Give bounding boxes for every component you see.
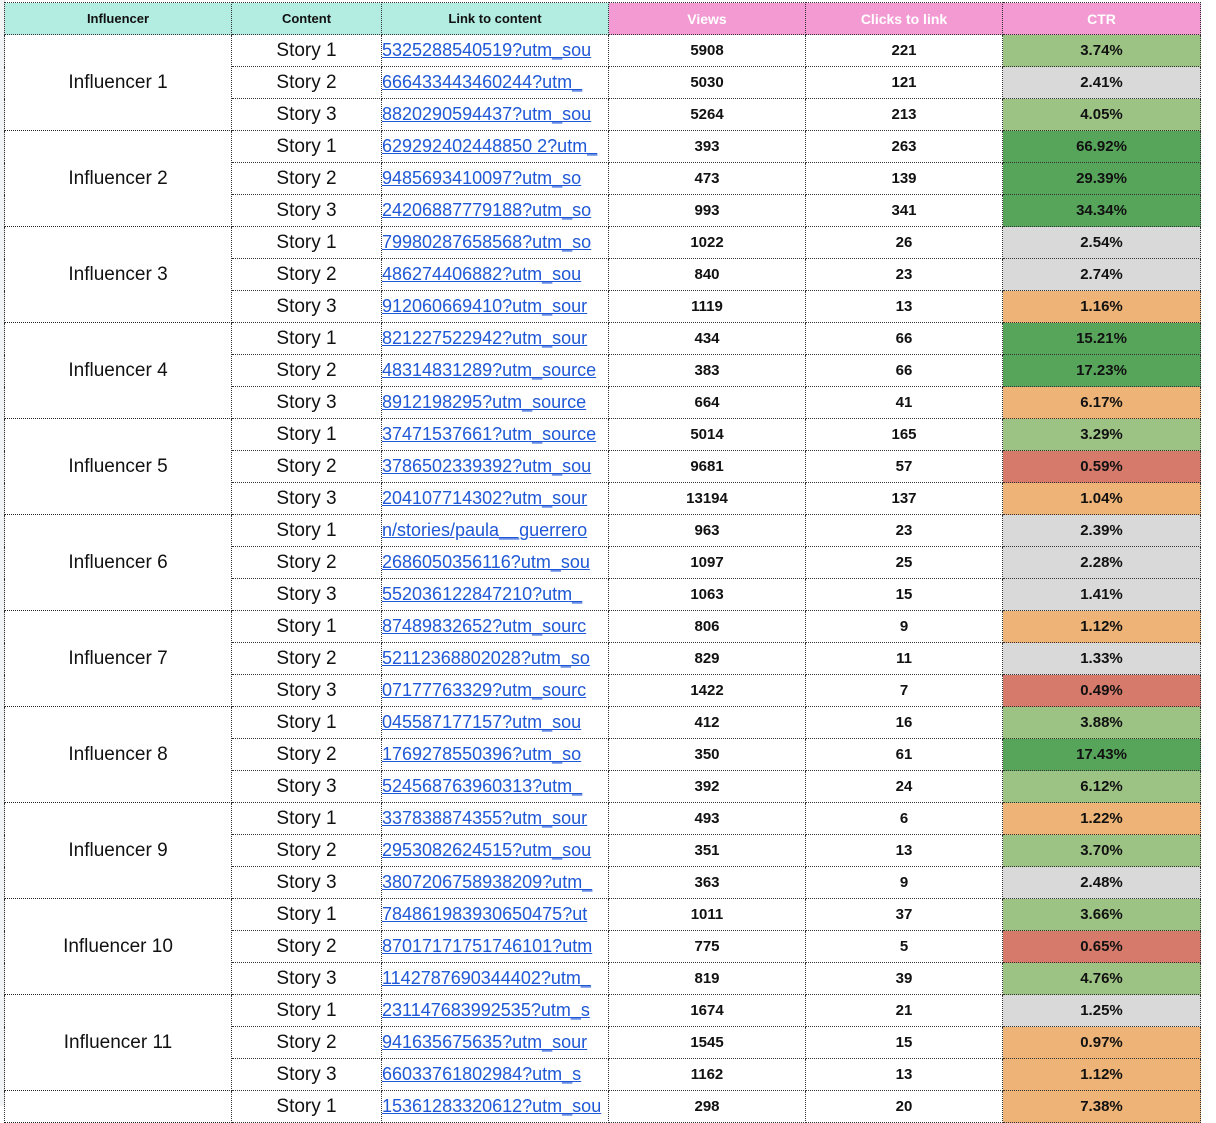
table-row xyxy=(5,899,1201,931)
clicks-cell[interactable]: 221 xyxy=(806,35,1003,67)
clicks-cell[interactable]: 37 xyxy=(806,899,1003,931)
link-cell[interactable] xyxy=(382,163,609,195)
link-cell[interactable] xyxy=(382,1059,609,1091)
content-cell[interactable]: Story 3 xyxy=(232,99,382,131)
ctr-cell[interactable]: 3.70% xyxy=(1003,835,1201,867)
link-cell[interactable] xyxy=(382,451,609,483)
link-cell[interactable] xyxy=(382,515,609,547)
ctr-cell[interactable]: 2.39% xyxy=(1003,515,1201,547)
ctr-cell[interactable]: 1.12% xyxy=(1003,611,1201,643)
content-cell[interactable]: Story 1 xyxy=(232,899,382,931)
content-link[interactable]: 9485693410097?utm_so xyxy=(382,168,582,188)
link-cell[interactable] xyxy=(382,899,609,931)
content-cell[interactable]: Story 3 xyxy=(232,291,382,323)
content-cell[interactable]: Story 1 xyxy=(232,995,382,1027)
header-ctr[interactable]: CTR xyxy=(1003,3,1201,35)
content-cell[interactable]: Story 2 xyxy=(232,643,382,675)
link-cell[interactable] xyxy=(382,611,609,643)
content-link[interactable]: 15361283320612?utm_sou xyxy=(382,1096,602,1116)
influencer-cell[interactable]: Influencer 2 xyxy=(5,131,232,227)
table-row xyxy=(5,995,1201,1027)
content-link[interactable]: 87017171751746101?utm xyxy=(382,936,593,956)
views-cell[interactable]: 963 xyxy=(609,515,806,547)
ctr-cell[interactable]: 2.28% xyxy=(1003,547,1201,579)
views-cell[interactable]: 806 xyxy=(609,611,806,643)
views-cell[interactable]: 819 xyxy=(609,963,806,995)
clicks-cell[interactable]: 9 xyxy=(806,867,1003,899)
clicks-cell[interactable]: 341 xyxy=(806,195,1003,227)
link-cell[interactable] xyxy=(382,259,609,291)
content-cell[interactable]: Story 2 xyxy=(232,163,382,195)
link-cell[interactable] xyxy=(382,675,609,707)
influencer-cell[interactable]: Influencer 5 xyxy=(5,419,232,515)
link-cell[interactable] xyxy=(382,35,609,67)
ctr-cell[interactable]: 2.54% xyxy=(1003,227,1201,259)
content-link[interactable]: 204107714302?utm_sour xyxy=(382,488,588,508)
views-cell[interactable]: 434 xyxy=(609,323,806,355)
clicks-cell[interactable]: 137 xyxy=(806,483,1003,515)
influencer-cell[interactable]: Influencer 9 xyxy=(5,803,232,899)
content-link[interactable]: 37471537661?utm_source xyxy=(382,424,597,444)
content-link[interactable]: 8912198295?utm_source xyxy=(382,392,587,412)
influencer-cell[interactable]: Influencer 3 xyxy=(5,227,232,323)
ctr-cell[interactable]: 1.04% xyxy=(1003,483,1201,515)
views-cell[interactable]: 1162 xyxy=(609,1059,806,1091)
link-cell[interactable] xyxy=(382,483,609,515)
influencer-cell[interactable]: Influencer 7 xyxy=(5,611,232,707)
content-link[interactable]: 337838874355?utm_sour xyxy=(382,808,588,828)
views-cell[interactable]: 1119 xyxy=(609,291,806,323)
content-link[interactable]: 1142787690344402?utm_ xyxy=(382,968,591,988)
ctr-cell[interactable]: 0.97% xyxy=(1003,1027,1201,1059)
content-link[interactable]: 48314831289?utm_source xyxy=(382,360,597,380)
views-cell[interactable]: 412 xyxy=(609,707,806,739)
ctr-cell[interactable]: 4.05% xyxy=(1003,99,1201,131)
content-cell[interactable]: Story 1 xyxy=(232,707,382,739)
content-link[interactable]: 552036122847210?utm_ xyxy=(382,584,583,604)
views-cell[interactable]: 664 xyxy=(609,387,806,419)
influencer-cell[interactable]: Influencer 8 xyxy=(5,707,232,803)
ctr-cell[interactable]: 34.34% xyxy=(1003,195,1201,227)
views-cell[interactable]: 393 xyxy=(609,131,806,163)
views-cell[interactable]: 5908 xyxy=(609,35,806,67)
content-cell[interactable]: Story 3 xyxy=(232,387,382,419)
influencer-cell[interactable]: Influencer 10 xyxy=(5,899,232,995)
link-cell[interactable] xyxy=(382,547,609,579)
clicks-cell[interactable]: 263 xyxy=(806,131,1003,163)
views-cell[interactable]: 9681 xyxy=(609,451,806,483)
content-link[interactable]: 486274406882?utm_sou xyxy=(382,264,582,284)
table-row xyxy=(5,611,1201,643)
content-cell[interactable]: Story 2 xyxy=(232,355,382,387)
content-cell[interactable]: Story 2 xyxy=(232,451,382,483)
views-cell[interactable]: 1097 xyxy=(609,547,806,579)
content-cell[interactable]: Story 2 xyxy=(232,835,382,867)
content-cell[interactable]: Story 1 xyxy=(232,803,382,835)
influencer-cell[interactable] xyxy=(5,1091,232,1123)
influencer-table xyxy=(4,2,1201,1123)
content-link[interactable]: 784861983930650475?ut xyxy=(382,904,588,924)
content-link[interactable]: 912060669410?utm_sour xyxy=(382,296,588,316)
content-link[interactable]: 66033761802984?utm_s xyxy=(382,1064,582,1084)
clicks-cell[interactable]: 15 xyxy=(806,579,1003,611)
clicks-cell[interactable]: 57 xyxy=(806,451,1003,483)
clicks-cell[interactable]: 25 xyxy=(806,547,1003,579)
ctr-cell[interactable]: 3.66% xyxy=(1003,899,1201,931)
ctr-cell[interactable]: 1.33% xyxy=(1003,643,1201,675)
content-link[interactable]: 8820290594437?utm_sou xyxy=(382,104,592,124)
views-cell[interactable]: 363 xyxy=(609,867,806,899)
header-content[interactable]: Content xyxy=(232,3,382,35)
ctr-cell[interactable]: 1.41% xyxy=(1003,579,1201,611)
link-cell[interactable] xyxy=(382,963,609,995)
content-link[interactable]: 524568763960313?utm_ xyxy=(382,776,583,796)
ctr-cell[interactable]: 0.59% xyxy=(1003,451,1201,483)
table-row xyxy=(5,419,1201,451)
content-cell[interactable]: Story 3 xyxy=(232,483,382,515)
content-cell[interactable]: Story 1 xyxy=(232,611,382,643)
content-cell[interactable]: Story 3 xyxy=(232,1059,382,1091)
content-link[interactable]: 045587177157?utm_sou xyxy=(382,712,582,732)
link-cell[interactable] xyxy=(382,995,609,1027)
clicks-cell[interactable]: 26 xyxy=(806,227,1003,259)
views-cell[interactable]: 392 xyxy=(609,771,806,803)
ctr-cell[interactable]: 3.29% xyxy=(1003,419,1201,451)
ctr-cell[interactable]: 17.43% xyxy=(1003,739,1201,771)
ctr-cell[interactable]: 2.74% xyxy=(1003,259,1201,291)
influencer-cell[interactable]: Influencer 6 xyxy=(5,515,232,611)
link-cell[interactable] xyxy=(382,99,609,131)
influencer-cell[interactable]: Influencer 1 xyxy=(5,35,232,131)
link-cell[interactable] xyxy=(382,227,609,259)
clicks-cell[interactable]: 23 xyxy=(806,515,1003,547)
content-link[interactable]: 231147683992535?utm_s xyxy=(382,1000,590,1020)
content-cell[interactable]: Story 1 xyxy=(232,227,382,259)
link-cell[interactable] xyxy=(382,291,609,323)
clicks-cell[interactable]: 13 xyxy=(806,291,1003,323)
views-cell[interactable]: 840 xyxy=(609,259,806,291)
table-body xyxy=(5,35,1201,1123)
link-cell[interactable] xyxy=(382,579,609,611)
ctr-cell[interactable]: 6.12% xyxy=(1003,771,1201,803)
clicks-cell[interactable]: 9 xyxy=(806,611,1003,643)
link-cell[interactable] xyxy=(382,771,609,803)
content-link[interactable]: 2686050356116?utm_sou xyxy=(382,552,590,572)
views-cell[interactable]: 5014 xyxy=(609,419,806,451)
content-link[interactable]: 821227522942?utm_sour xyxy=(382,328,588,348)
content-cell[interactable]: Story 2 xyxy=(232,931,382,963)
link-cell[interactable] xyxy=(382,355,609,387)
table-row xyxy=(5,131,1201,163)
clicks-cell[interactable]: 7 xyxy=(806,675,1003,707)
content-cell[interactable]: Story 2 xyxy=(232,739,382,771)
clicks-cell[interactable]: 15 xyxy=(806,1027,1003,1059)
content-cell[interactable]: Story 2 xyxy=(232,259,382,291)
content-cell[interactable]: Story 1 xyxy=(232,1091,382,1123)
link-cell[interactable] xyxy=(382,387,609,419)
header-views[interactable]: Views xyxy=(609,3,806,35)
content-cell[interactable]: Story 1 xyxy=(232,35,382,67)
clicks-cell[interactable]: 5 xyxy=(806,931,1003,963)
ctr-cell[interactable]: 1.16% xyxy=(1003,291,1201,323)
content-link[interactable]: 87489832652?utm_sourc xyxy=(382,616,587,636)
views-cell[interactable]: 493 xyxy=(609,803,806,835)
clicks-cell[interactable]: 213 xyxy=(806,99,1003,131)
header-clicks[interactable]: Clicks to link xyxy=(806,3,1003,35)
clicks-cell[interactable]: 13 xyxy=(806,835,1003,867)
ctr-cell[interactable]: 3.74% xyxy=(1003,35,1201,67)
content-cell[interactable]: Story 3 xyxy=(232,195,382,227)
link-cell[interactable] xyxy=(382,1027,609,1059)
content-link[interactable]: 24206887779188?utm_so xyxy=(382,200,592,220)
ctr-cell[interactable]: 1.12% xyxy=(1003,1059,1201,1091)
content-link[interactable]: 52112368802028?utm_so xyxy=(382,648,590,668)
ctr-cell[interactable]: 4.76% xyxy=(1003,963,1201,995)
content-link[interactable]: 07177763329?utm_sourc xyxy=(382,680,587,700)
ctr-cell[interactable]: 1.22% xyxy=(1003,803,1201,835)
views-cell[interactable]: 383 xyxy=(609,355,806,387)
ctr-cell[interactable]: 2.41% xyxy=(1003,67,1201,99)
clicks-cell[interactable]: 41 xyxy=(806,387,1003,419)
header-influencer[interactable]: Influencer xyxy=(5,3,232,35)
clicks-cell[interactable]: 66 xyxy=(806,323,1003,355)
views-cell[interactable]: 993 xyxy=(609,195,806,227)
views-cell[interactable]: 1011 xyxy=(609,899,806,931)
content-link[interactable]: 5325288540519?utm_sou xyxy=(382,40,592,60)
table-row xyxy=(5,323,1201,355)
views-cell[interactable]: 1063 xyxy=(609,579,806,611)
ctr-cell[interactable]: 3.88% xyxy=(1003,707,1201,739)
views-cell[interactable]: 473 xyxy=(609,163,806,195)
content-link[interactable]: 629292402448850 2?utm_ xyxy=(382,136,598,156)
link-cell[interactable] xyxy=(382,131,609,163)
ctr-cell[interactable]: 66.92% xyxy=(1003,131,1201,163)
content-cell[interactable]: Story 1 xyxy=(232,515,382,547)
content-cell[interactable]: Story 2 xyxy=(232,547,382,579)
ctr-cell[interactable]: 2.48% xyxy=(1003,867,1201,899)
views-cell[interactable]: 1422 xyxy=(609,675,806,707)
content-cell[interactable]: Story 1 xyxy=(232,419,382,451)
ctr-cell[interactable]: 29.39% xyxy=(1003,163,1201,195)
content-link[interactable]: 3807206758938209?utm_ xyxy=(382,872,593,892)
content-link[interactable]: 3786502339392?utm_sou xyxy=(382,456,592,476)
link-cell[interactable] xyxy=(382,739,609,771)
table-row xyxy=(5,227,1201,259)
link-cell[interactable] xyxy=(382,195,609,227)
views-cell[interactable]: 829 xyxy=(609,643,806,675)
table-row xyxy=(5,35,1201,67)
views-cell[interactable]: 1022 xyxy=(609,227,806,259)
views-cell[interactable]: 5264 xyxy=(609,99,806,131)
clicks-cell[interactable]: 21 xyxy=(806,995,1003,1027)
link-cell[interactable] xyxy=(382,643,609,675)
link-cell[interactable] xyxy=(382,67,609,99)
content-link[interactable]: 79980287658568?utm_so xyxy=(382,232,592,252)
clicks-cell[interactable]: 121 xyxy=(806,67,1003,99)
link-cell[interactable] xyxy=(382,707,609,739)
ctr-cell[interactable]: 0.49% xyxy=(1003,675,1201,707)
table-row xyxy=(5,515,1201,547)
table-row xyxy=(5,803,1201,835)
influencer-cell[interactable]: Influencer 4 xyxy=(5,323,232,419)
content-cell[interactable]: Story 3 xyxy=(232,771,382,803)
clicks-cell[interactable]: 6 xyxy=(806,803,1003,835)
views-cell[interactable]: 298 xyxy=(609,1091,806,1123)
content-link[interactable]: 2953082624515?utm_sou xyxy=(382,840,592,860)
content-cell[interactable]: Story 3 xyxy=(232,867,382,899)
influencer-cell[interactable]: Influencer 11 xyxy=(5,995,232,1091)
clicks-cell[interactable]: 11 xyxy=(806,643,1003,675)
views-cell[interactable]: 1674 xyxy=(609,995,806,1027)
views-cell[interactable]: 13194 xyxy=(609,483,806,515)
table-row xyxy=(5,1091,1201,1123)
clicks-cell[interactable]: 66 xyxy=(806,355,1003,387)
ctr-cell[interactable]: 17.23% xyxy=(1003,355,1201,387)
ctr-cell[interactable]: 0.65% xyxy=(1003,931,1201,963)
content-cell[interactable]: Story 1 xyxy=(232,323,382,355)
table-row xyxy=(5,707,1201,739)
clicks-cell[interactable]: 165 xyxy=(806,419,1003,451)
content-cell[interactable]: Story 3 xyxy=(232,963,382,995)
clicks-cell[interactable]: 20 xyxy=(806,1091,1003,1123)
content-cell[interactable]: Story 3 xyxy=(232,579,382,611)
clicks-cell[interactable]: 16 xyxy=(806,707,1003,739)
ctr-cell[interactable]: 6.17% xyxy=(1003,387,1201,419)
views-cell[interactable]: 5030 xyxy=(609,67,806,99)
clicks-cell[interactable]: 139 xyxy=(806,163,1003,195)
content-cell[interactable]: Story 3 xyxy=(232,675,382,707)
link-cell[interactable] xyxy=(382,835,609,867)
clicks-cell[interactable]: 24 xyxy=(806,771,1003,803)
content-link[interactable]: 941635675635?utm_sour xyxy=(382,1032,588,1052)
ctr-cell[interactable]: 15.21% xyxy=(1003,323,1201,355)
link-cell[interactable] xyxy=(382,931,609,963)
views-cell[interactable]: 1545 xyxy=(609,1027,806,1059)
clicks-cell[interactable]: 61 xyxy=(806,739,1003,771)
content-link[interactable]: n/stories/paula__guerrero xyxy=(382,520,588,540)
content-cell[interactable]: Story 2 xyxy=(232,67,382,99)
views-cell[interactable]: 775 xyxy=(609,931,806,963)
link-cell[interactable] xyxy=(382,323,609,355)
link-cell[interactable] xyxy=(382,419,609,451)
ctr-cell[interactable]: 1.25% xyxy=(1003,995,1201,1027)
views-cell[interactable]: 350 xyxy=(609,739,806,771)
clicks-cell[interactable]: 39 xyxy=(806,963,1003,995)
ctr-cell[interactable]: 7.38% xyxy=(1003,1091,1201,1123)
content-cell[interactable]: Story 1 xyxy=(232,131,382,163)
content-link[interactable]: 1769278550396?utm_so xyxy=(382,744,582,764)
content-cell[interactable]: Story 2 xyxy=(232,1027,382,1059)
content-link[interactable]: 666433443460244?utm_ xyxy=(382,72,583,92)
header-row xyxy=(5,3,1201,35)
link-cell[interactable] xyxy=(382,1091,609,1123)
clicks-cell[interactable]: 23 xyxy=(806,259,1003,291)
views-cell[interactable]: 351 xyxy=(609,835,806,867)
link-cell[interactable] xyxy=(382,867,609,899)
link-cell[interactable] xyxy=(382,803,609,835)
header-link[interactable]: Link to content xyxy=(382,3,609,35)
clicks-cell[interactable]: 13 xyxy=(806,1059,1003,1091)
